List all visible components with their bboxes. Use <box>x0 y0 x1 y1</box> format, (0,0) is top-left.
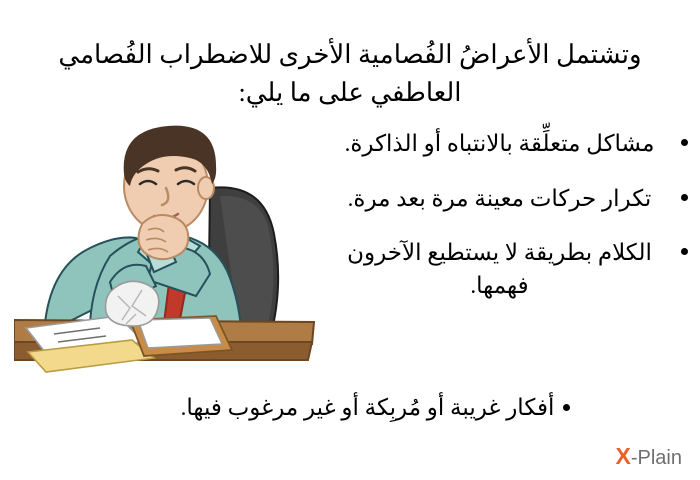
logo-x: X <box>615 443 631 469</box>
illustration-man-at-desk <box>14 96 344 386</box>
list-item-text: مشاكل متعلِّقة بالانتباه أو الذاكرة. <box>344 131 655 156</box>
bullet-dot-icon <box>681 194 688 201</box>
logo-text: -Plain <box>630 447 682 469</box>
list-item <box>335 183 690 216</box>
list-item <box>335 237 690 302</box>
bullet-dot-icon <box>681 139 688 146</box>
bullet-dot-icon <box>563 404 570 411</box>
logo <box>616 443 682 470</box>
list-item <box>55 392 680 425</box>
list-item-text: الكلام بطريقة لا يستطيع الآخرون فهمها. <box>347 240 652 298</box>
list-item <box>335 128 690 161</box>
page-heading: وتشتمل الأعراضُ الفُصامية الأخرى للاضطراب الفُصامي العاطفي على ما يلي: <box>58 40 642 107</box>
list-item-text: تكرار حركات معينة مرة بعد مرة. <box>347 185 652 211</box>
bullet-list <box>335 128 690 325</box>
bullet-dot-icon <box>681 248 688 255</box>
list-item-text: أفكار غريبة أو مُربِكة أو غير مرغوب فيها. <box>180 395 555 420</box>
